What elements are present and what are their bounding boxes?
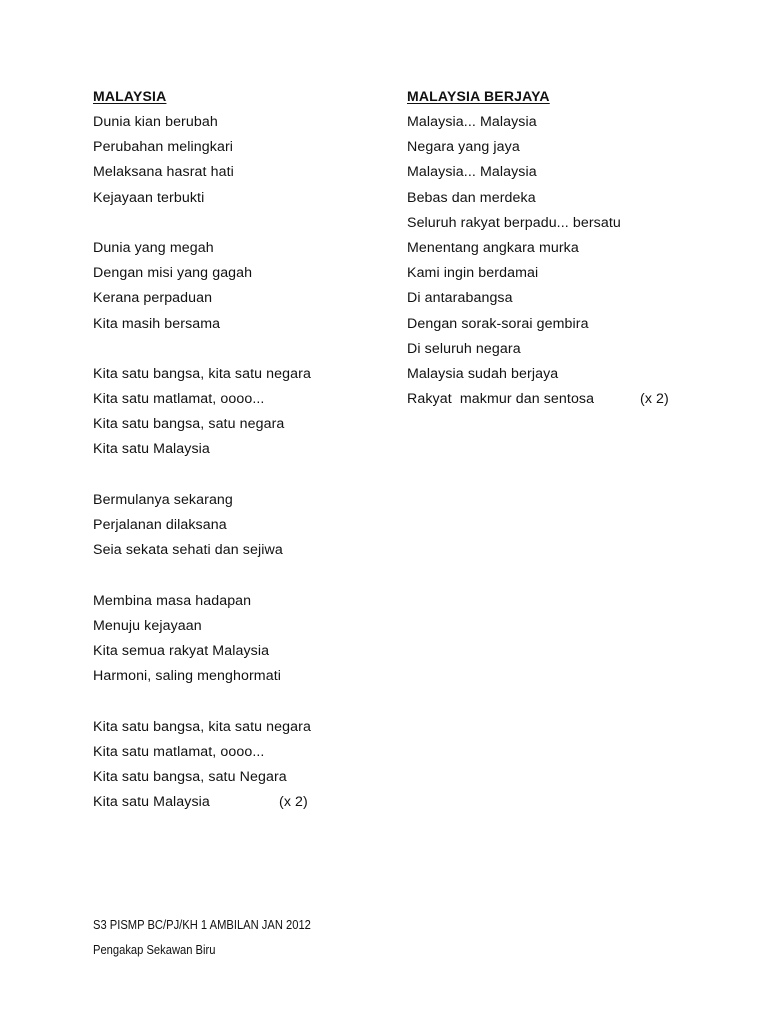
stanza-gap (93, 463, 383, 488)
footer-group-name: Pengakap Sekawan Biru (93, 942, 216, 957)
stanza-gap (93, 689, 383, 714)
stanza-gap (93, 337, 383, 362)
lyric-line: Kejayaan terbukti (93, 189, 205, 206)
document-footer (93, 912, 311, 962)
lyric-line: Kita satu matlamat, oooo... (93, 391, 265, 408)
lyric-line: Dengan misi yang gagah (93, 265, 253, 282)
lyric-line-text: Rakyat makmur dan sentosa (407, 391, 595, 408)
lyric-line-text: Kita satu Malaysia (93, 794, 210, 811)
lyric-line: Di seluruh negara (407, 340, 521, 357)
lyric-line: Melaksana hasrat hati (93, 164, 234, 181)
footer-class-info: S3 PISMP BC/PJ/KH 1 AMBILAN JAN 2012 (93, 917, 311, 932)
song-title-malaysia: MALAYSIA (93, 88, 167, 104)
stanza (93, 110, 383, 211)
repeat-mark: (x 2) (279, 794, 308, 811)
stanza-gap (93, 563, 383, 588)
lyric-line: Malaysia... Malaysia (407, 114, 537, 130)
lyric-line: Dunia yang megah (93, 239, 214, 256)
lyric-line: Kita satu Malaysia (93, 441, 210, 458)
lyric-line: Kita semua rakyat Malaysia (93, 642, 270, 659)
stanza (93, 362, 383, 463)
lyric-line-with-repeat (93, 790, 383, 815)
lyric-line: Perubahan melingkari (93, 139, 234, 156)
lyric-line: Malaysia... Malaysia (407, 164, 537, 181)
song-title-malaysia-berjaya: MALAYSIA BERJAYA (407, 88, 550, 104)
lyric-line: Perjalanan dilaksana (93, 517, 227, 533)
lyric-line: Negara yang jaya (407, 139, 520, 156)
stanza (93, 715, 383, 816)
lyric-line: Harmoni, saling menghormati (93, 668, 282, 685)
stanza (93, 488, 383, 564)
lyric-line: Bebas dan merdeka (407, 189, 536, 206)
stanza (407, 110, 707, 412)
lyric-line: Kita satu bangsa, kita satu negara (93, 365, 311, 382)
lyric-line: Kita satu bangsa, satu Negara (93, 768, 287, 785)
song-malaysia (93, 86, 383, 815)
song-malaysia-berjaya (407, 86, 707, 412)
lyric-line: Kita masih bersama (93, 315, 221, 332)
lyric-line: Kita satu matlamat, oooo... (93, 743, 265, 760)
lyric-line: Dunia kian berubah (93, 114, 218, 130)
lyric-line: Menuju kejayaan (93, 617, 202, 634)
lyric-line: Membina masa hadapan (93, 592, 252, 609)
lyric-line: Di antarabangsa (407, 290, 513, 307)
repeat-mark: (x 2) (640, 391, 669, 408)
stanza (93, 236, 383, 337)
lyric-line: Menentang angkara murka (407, 239, 579, 256)
stanza-gap (93, 211, 383, 236)
lyric-line: Kerana perpaduan (93, 290, 213, 307)
lyric-line: Kita satu bangsa, kita satu negara (93, 718, 311, 735)
stanza (93, 589, 383, 690)
lyric-line: Bermulanya sekarang (93, 491, 233, 508)
lyric-line: Kita satu bangsa, satu negara (93, 416, 285, 433)
lyric-line: Dengan sorak-sorai gembira (407, 315, 589, 332)
lyric-line: Seia sekata sehati dan sejiwa (93, 542, 283, 559)
lyric-line: Seluruh rakyat berpadu... bersatu (407, 214, 621, 231)
lyric-line: Malaysia sudah berjaya (407, 365, 559, 382)
lyric-line-with-repeat (407, 387, 707, 412)
lyric-line: Kami ingin berdamai (407, 265, 539, 282)
